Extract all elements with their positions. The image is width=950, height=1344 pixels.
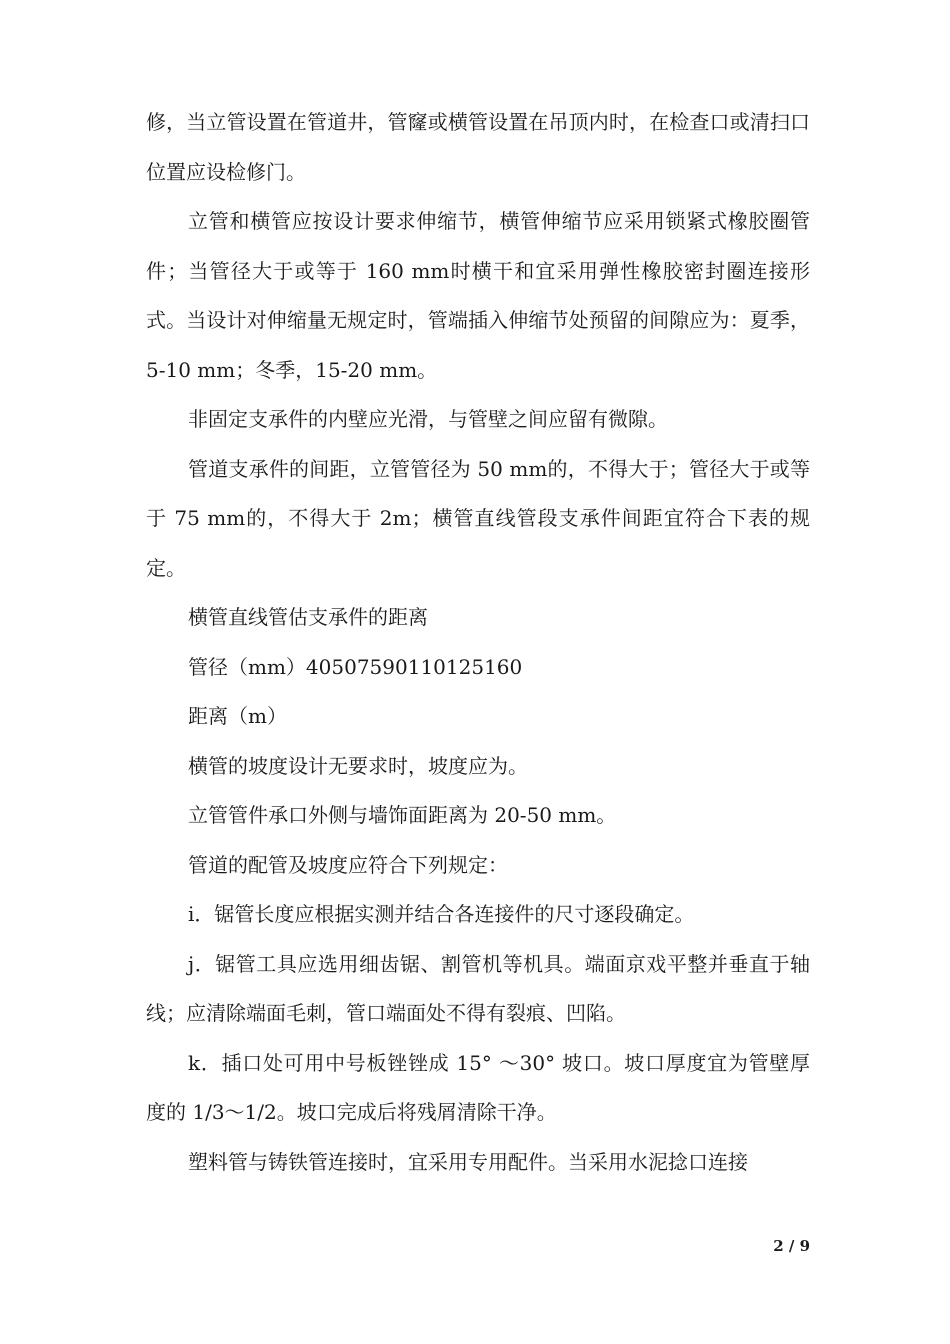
paragraph: 塑料管与铸铁管连接时，宜采用专用配件。当采用水泥捻口连接 [188, 1149, 748, 1174]
paragraph: 横管的坡度设计无要求时，坡度应为。 [188, 753, 528, 778]
table-row-distance: 距离（m） [188, 704, 287, 728]
list-item: j．锯管工具应选用细齿锯、割管机等机具。端面京戏平整并垂直于轴线；应清除端面毛刺，管口端面处不得有裂痕、凹陷。 [146, 951, 810, 1025]
page-number: 2 / 9 [773, 1237, 810, 1255]
paragraph: 修，当立管设置在管道井，管窿或横管设置在吊顶内时，在检查口或清扫口位置应设检修门。 [146, 110, 810, 184]
document-body [146, 98, 810, 1187]
paragraph: 管道的配管及坡度应符合下列规定： [188, 852, 508, 877]
list-item: k．插口处可用中号板锉锉成 15° ～30° 坡口。坡口厚度宜为管壁厚度的 1/3～1/2。坡口完成后将残屑清除干净。 [146, 1050, 810, 1124]
paragraph: 非固定支承件的内壁应光滑，与管壁之间应留有微隙。 [188, 407, 668, 431]
table-caption: 横管直线管估支承件的距离 [188, 605, 428, 629]
list-item: i．锯管长度应根据实测并结合各连接件的尺寸逐段确定。 [188, 902, 695, 926]
table-row-diameter: 管径（mm）40507590110125160 [188, 654, 523, 679]
paragraph: 立管和横管应按设计要求伸缩节，横管伸缩节应采用锁紧式橡胶圈管件；当管径大于或等于 160 mm时横干和宜采用弹性橡胶密封圈连接形式。当设计对伸缩量无规定时，管端插入伸缩节处预留的间隙应为：夏季，5-10 mm；冬季，15-20 mm。 [146, 209, 810, 382]
paragraph: 立管管件承口外侧与墙饰面距离为 20-50 mm。 [188, 803, 617, 827]
paragraph: 管道支承件的间距，立管管径为 50 mm的，不得大于；管径大于或等于 75 mm的，不得大于 2m；横管直线管段支承件间距宜符合下表的规定。 [146, 456, 810, 580]
